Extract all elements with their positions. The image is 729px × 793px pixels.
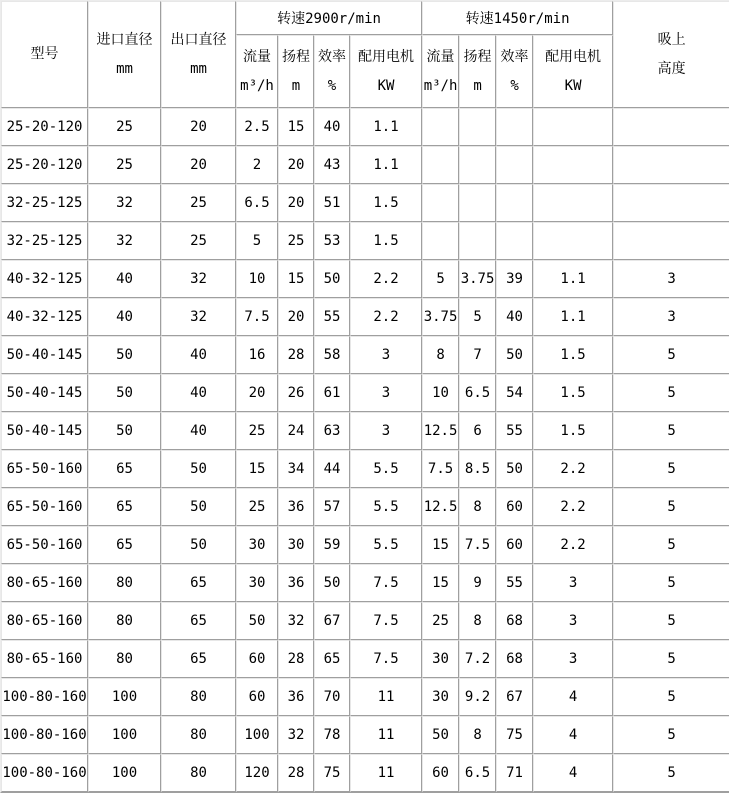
table-row [1,488,729,526]
table-cell: 80 [88,640,161,678]
table-cell: 5.5 [350,526,422,564]
table-cell: 1.5 [533,374,613,412]
table-cell: 25 [236,412,278,450]
table-cell: 40 [161,336,236,374]
table-cell [459,108,496,146]
table-cell: 80-65-160 [1,640,88,678]
table-cell: 50-40-145 [1,412,88,450]
table-cell: 25 [161,184,236,222]
table-cell: 100 [236,716,278,754]
table-cell: 5 [422,260,459,298]
table-cell: 8.5 [459,450,496,488]
table-cell: 40 [161,412,236,450]
table-cell: 30 [278,526,314,564]
table-cell: 8 [459,488,496,526]
table-cell: 80-65-160 [1,564,88,602]
table-cell: 25-20-120 [1,108,88,146]
table-cell: 43 [314,146,350,184]
suction-height-label-line1: 吸上 [657,31,686,48]
table-cell: 7.2 [459,640,496,678]
flow-label: 流量 [243,48,271,65]
table-cell: 1.1 [350,108,422,146]
table-cell: 2 [236,146,278,184]
table-cell: 65-50-160 [1,526,88,564]
table-cell: 80 [161,754,236,792]
table-cell: 65 [88,450,161,488]
table-cell: 67 [314,602,350,640]
table-cell: 5 [459,298,496,336]
motor-label: 配用电机 [358,48,415,65]
table-cell: 7.5 [350,640,422,678]
table-cell: 24 [278,412,314,450]
table-cell: 100-80-160 [1,716,88,754]
table-cell: 32 [88,184,161,222]
table-cell: 7.5 [459,526,496,564]
table-cell: 3.75 [422,298,459,336]
table-cell: 60 [236,678,278,716]
table-cell [459,146,496,184]
table-cell: 8 [459,716,496,754]
table-cell: 57 [314,488,350,526]
table-cell [422,184,459,222]
subheader-head-2900 [278,35,314,108]
efficiency-label: 效率 [500,48,529,65]
table-cell: 5 [613,336,729,374]
table-cell: 36 [278,678,314,716]
table-cell: 12.5 [422,488,459,526]
table-cell: 2.2 [533,526,613,564]
table-cell: 4 [533,678,613,716]
table-cell: 9.2 [459,678,496,716]
table-cell: 25 [422,602,459,640]
table-cell: 5 [613,488,729,526]
table-cell: 100 [88,754,161,792]
table-cell: 7.5 [350,602,422,640]
head-label: 扬程 [463,48,492,65]
efficiency-label: 效率 [318,48,346,65]
table-cell: 50-40-145 [1,336,88,374]
table-cell: 20 [161,146,236,184]
subheader-flow-2900 [236,35,278,108]
table-cell: 50 [236,602,278,640]
table-row [1,222,729,260]
table-cell: 25 [88,108,161,146]
table-cell: 60 [496,488,533,526]
table-cell: 3 [350,412,422,450]
table-cell: 65 [88,488,161,526]
table-cell: 25 [278,222,314,260]
table-cell: 4 [533,754,613,792]
table-cell: 50 [422,716,459,754]
table-cell: 5 [613,716,729,754]
flow-unit: m³/h [423,77,458,94]
subheader-efficiency-1450 [496,35,533,108]
table-cell: 12.5 [422,412,459,450]
table-cell: 15 [236,450,278,488]
table-cell: 20 [236,374,278,412]
table-cell: 16 [236,336,278,374]
head-unit: m [473,77,482,94]
table-cell: 68 [496,640,533,678]
table-cell: 36 [278,488,314,526]
table-cell: 55 [496,564,533,602]
table-cell: 30 [422,678,459,716]
table-cell: 1.5 [533,412,613,450]
table-cell: 65 [161,602,236,640]
table-cell: 40 [314,108,350,146]
table-cell: 3 [533,564,613,602]
table-cell: 10 [236,260,278,298]
table-cell: 5.5 [350,450,422,488]
table-row [1,678,729,716]
table-cell: 40 [88,260,161,298]
table-cell: 55 [496,412,533,450]
table-row [1,108,729,146]
table-cell: 78 [314,716,350,754]
table-cell [496,108,533,146]
table-cell: 6.5 [236,184,278,222]
table-cell [533,184,613,222]
table-cell: 120 [236,754,278,792]
table-cell: 32-25-125 [1,222,88,260]
table-cell: 26 [278,374,314,412]
table-cell [422,146,459,184]
table-cell: 2.2 [533,488,613,526]
table-cell: 50 [314,260,350,298]
table-cell: 59 [314,526,350,564]
table-cell: 7.5 [422,450,459,488]
table-cell: 80 [161,716,236,754]
motor-unit: KW [564,77,582,94]
table-row [1,146,729,184]
table-cell: 67 [496,678,533,716]
table-cell [533,108,613,146]
table-cell: 40 [161,374,236,412]
suction-height-label-line2: 高度 [657,60,686,77]
table-cell: 61 [314,374,350,412]
table-cell: 1.5 [350,222,422,260]
table-cell: 4 [533,716,613,754]
table-row [1,412,729,450]
outlet-diameter-label: 出口直径 [170,31,227,48]
subheader-head-1450 [459,35,496,108]
table-cell: 50 [314,564,350,602]
table-cell: 55 [314,298,350,336]
table-cell: 28 [278,640,314,678]
table-cell: 34 [278,450,314,488]
efficiency-unit: % [510,77,519,94]
table-cell: 11 [350,678,422,716]
table-row [1,298,729,336]
table-cell: 1.5 [533,336,613,374]
table-cell: 15 [278,260,314,298]
table-cell: 100-80-160 [1,678,88,716]
table-cell: 25-20-120 [1,146,88,184]
table-cell: 71 [496,754,533,792]
table-cell: 54 [496,374,533,412]
table-cell: 65 [161,640,236,678]
table-row [1,336,729,374]
table-cell: 32 [161,260,236,298]
table-cell: 32 [278,602,314,640]
table-cell: 80 [88,564,161,602]
table-row [1,564,729,602]
table-cell [613,108,729,146]
table-cell: 60 [496,526,533,564]
table-cell: 20 [278,298,314,336]
table-cell: 25 [236,488,278,526]
table-cell: 10 [422,374,459,412]
col-header-suction-height [613,1,729,108]
table-cell: 50 [161,488,236,526]
table-cell: 6.5 [459,754,496,792]
table-cell [459,222,496,260]
col-header-speed-2900: 转速2900r/min [236,1,422,35]
table-cell: 68 [496,602,533,640]
table-cell: 15 [278,108,314,146]
table-cell: 44 [314,450,350,488]
table-cell [422,108,459,146]
table-cell: 6 [459,412,496,450]
table-cell: 7.5 [350,564,422,602]
table-cell [496,222,533,260]
model-label: 型号 [30,46,59,62]
table-cell: 9 [459,564,496,602]
table-cell: 65-50-160 [1,450,88,488]
table-cell: 53 [314,222,350,260]
table-cell: 60 [422,754,459,792]
table-cell: 50 [161,450,236,488]
table-cell: 5 [613,678,729,716]
table-cell: 65 [314,640,350,678]
col-header-inlet-diameter [88,1,161,108]
flow-unit: m³/h [240,77,274,94]
table-cell: 25 [161,222,236,260]
table-cell: 75 [314,754,350,792]
inlet-diameter-label: 进口直径 [96,31,153,48]
table-cell: 3 [350,336,422,374]
table-cell: 3 [613,298,729,336]
table-cell: 11 [350,716,422,754]
table-cell: 75 [496,716,533,754]
head-label: 扬程 [282,48,310,65]
table-cell: 1.5 [350,184,422,222]
table-cell: 5 [613,640,729,678]
table-row [1,450,729,488]
table-cell: 50 [496,450,533,488]
table-cell: 20 [278,184,314,222]
table-cell: 70 [314,678,350,716]
table-cell: 65-50-160 [1,488,88,526]
table-row [1,640,729,678]
table-cell [533,146,613,184]
col-header-model [1,1,88,108]
flow-label: 流量 [426,48,455,65]
table-cell: 63 [314,412,350,450]
table-cell: 7 [459,336,496,374]
table-cell: 3 [613,260,729,298]
table-row [1,754,729,792]
table-cell: 50-40-145 [1,374,88,412]
table-cell: 50 [161,526,236,564]
table-cell: 2.5 [236,108,278,146]
table-cell: 58 [314,336,350,374]
table-cell [613,222,729,260]
col-header-outlet-diameter [161,1,236,108]
table-cell: 5 [613,526,729,564]
table-row [1,260,729,298]
table-cell [459,184,496,222]
table-cell: 50 [88,412,161,450]
table-cell [613,146,729,184]
table-cell: 5 [236,222,278,260]
motor-label: 配用电机 [545,48,602,65]
table-cell: 25 [88,146,161,184]
table-cell: 3 [533,602,613,640]
table-cell: 5 [613,602,729,640]
table-cell: 80-65-160 [1,602,88,640]
table-cell: 5 [613,374,729,412]
table-cell: 30 [236,564,278,602]
table-row [1,716,729,754]
inlet-diameter-unit: mm [116,60,133,77]
table-row [1,374,729,412]
table-cell: 15 [422,526,459,564]
table-cell [613,184,729,222]
table-cell [496,184,533,222]
table-cell: 28 [278,336,314,374]
table-row [1,184,729,222]
table-cell: 50 [88,336,161,374]
table-cell [422,222,459,260]
table-cell: 100 [88,716,161,754]
table-cell: 60 [236,640,278,678]
col-header-speed-1450: 转速1450r/min [422,1,613,35]
table-cell: 15 [422,564,459,602]
table-row [1,602,729,640]
subheader-flow-1450 [422,35,459,108]
table-cell: 3.75 [459,260,496,298]
table-cell: 5 [613,564,729,602]
subheader-motor-1450 [533,35,613,108]
table-cell: 1.1 [350,146,422,184]
head-unit: m [291,77,301,94]
table-cell: 5.5 [350,488,422,526]
table-cell: 3 [350,374,422,412]
table-cell: 8 [459,602,496,640]
table-cell: 30 [236,526,278,564]
table-cell: 5 [613,754,729,792]
table-cell: 1.1 [533,260,613,298]
table-cell: 5 [613,412,729,450]
table-cell: 100 [88,678,161,716]
table-row [1,526,729,564]
table-cell: 32-25-125 [1,184,88,222]
table-cell: 36 [278,564,314,602]
table-cell: 51 [314,184,350,222]
table-cell: 65 [161,564,236,602]
table-cell: 65 [88,526,161,564]
table-body [1,108,729,792]
table-cell: 39 [496,260,533,298]
table-cell: 28 [278,754,314,792]
table-cell: 80 [161,678,236,716]
table-cell: 20 [278,146,314,184]
table-cell: 100-80-160 [1,754,88,792]
table-cell: 50 [496,336,533,374]
table-cell: 2.2 [533,450,613,488]
table-cell: 50 [88,374,161,412]
subheader-motor-2900 [350,35,422,108]
table-cell: 40-32-125 [1,298,88,336]
efficiency-unit: % [327,77,337,94]
table-cell: 32 [161,298,236,336]
table-cell: 40 [496,298,533,336]
table-cell: 11 [350,754,422,792]
table-cell: 6.5 [459,374,496,412]
table-cell [533,222,613,260]
table-cell: 40-32-125 [1,260,88,298]
table-cell: 7.5 [236,298,278,336]
table-cell: 40 [88,298,161,336]
table-cell: 2.2 [350,298,422,336]
table-cell: 1.1 [533,298,613,336]
table-cell [496,146,533,184]
table-cell: 5 [613,450,729,488]
table-cell: 80 [88,602,161,640]
table-cell: 32 [278,716,314,754]
table-cell: 3 [533,640,613,678]
table-cell: 20 [161,108,236,146]
outlet-diameter-unit: mm [190,60,207,77]
subheader-efficiency-2900 [314,35,350,108]
motor-unit: KW [377,77,395,94]
table-cell: 8 [422,336,459,374]
table-cell: 32 [88,222,161,260]
table-cell: 30 [422,640,459,678]
table-cell: 2.2 [350,260,422,298]
